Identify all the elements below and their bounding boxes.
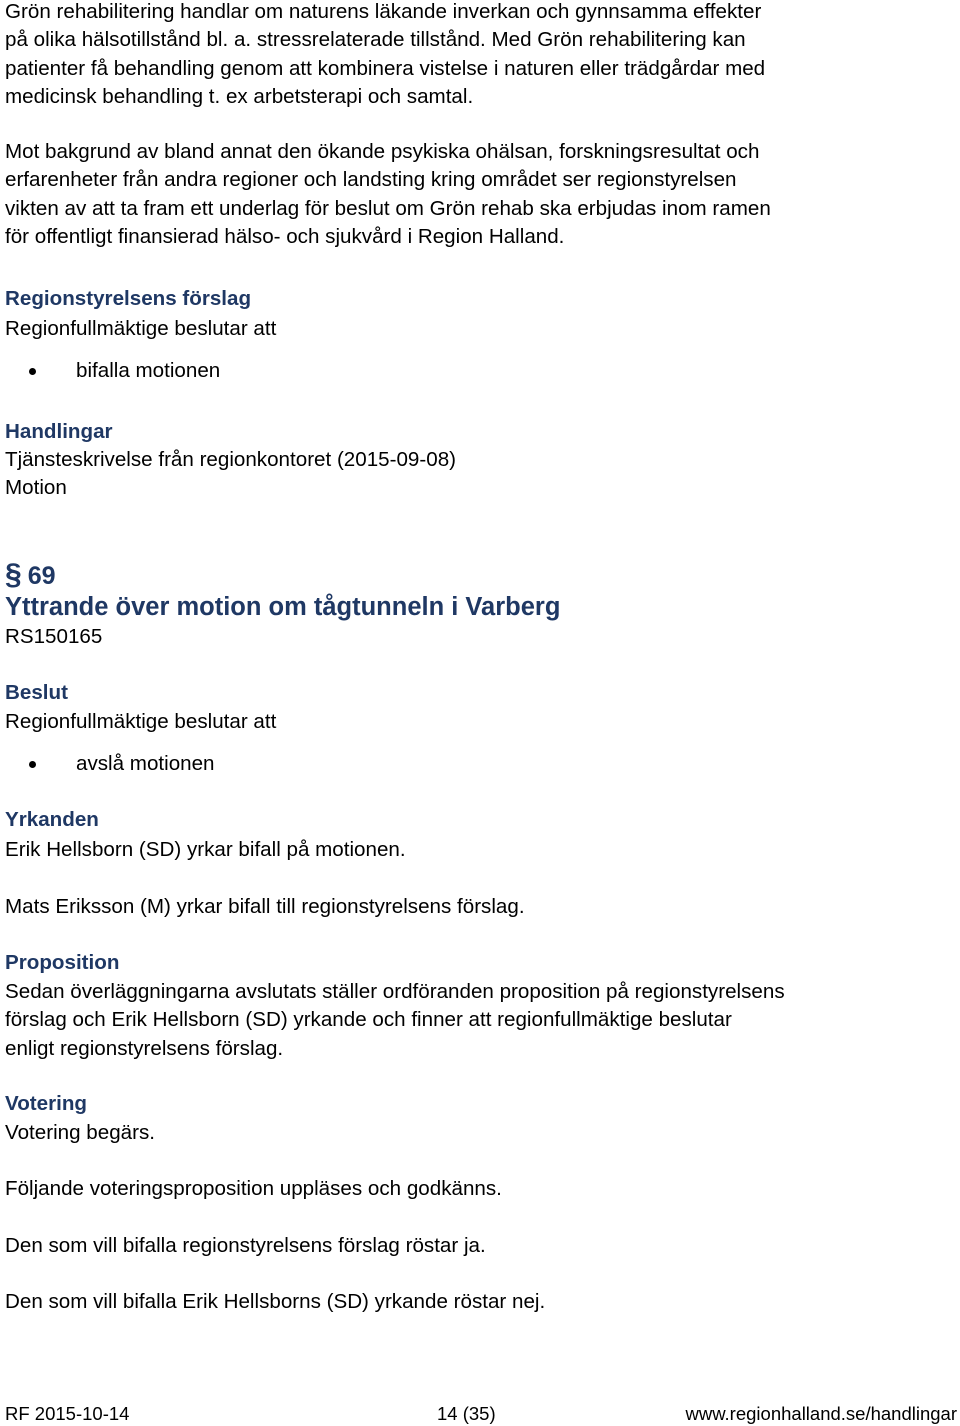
vote-heading: Votering [5, 1092, 87, 1115]
motion-item: Mats Eriksson (M) yrkar bifall till regionstyrelsens förslag. [5, 895, 525, 918]
proposition-line: förslag och Erik Hellsborn (SD) yrkande och finner att regionfullmäktige beslutar [5, 1008, 732, 1032]
vote-paragraph: Följande voteringsproposition uppläses och godkänns. [5, 1177, 502, 1200]
motions-heading: Yrkanden [5, 808, 99, 831]
background-line: vikten av att ta fram ett underlag för beslut om Grön rehab ska erbjudas inom ramen [5, 196, 771, 220]
proposal-bullet-text: bifalla motionen [76, 359, 221, 382]
proposition-line: enligt regionstyrelsens förslag. [5, 1036, 284, 1060]
document-item: Tjänsteskrivelse från regionkontoret (2015-09-08) [5, 448, 457, 471]
decision-heading: Beslut [5, 681, 68, 704]
document-item: Motion [5, 476, 67, 499]
proposition-paragraph [5, 978, 785, 1063]
footer-date: RF 2015-10-14 [5, 1403, 130, 1424]
proposal-bullet [5, 357, 220, 385]
footer-page-number: 14 (35) [437, 1403, 496, 1424]
intro-line: Grön rehabilitering handlar om naturens läkande inverkan och gynnsamma effekter [5, 0, 762, 23]
background-paragraph [5, 138, 771, 252]
decision-lead: Regionfullmäktige beslutar att [5, 710, 277, 733]
proposition-heading: Proposition [5, 951, 120, 974]
vote-paragraph: Den som vill bifalla Erik Hellsborns (SD) yrkande röstar nej. [5, 1290, 546, 1313]
proposal-heading: Regionstyrelsens förslag [5, 287, 252, 310]
intro-paragraph [5, 0, 765, 112]
proposal-lead: Regionfullmäktige beslutar att [5, 317, 277, 340]
intro-line: patienter få behandling genom att kombinera vistelse i naturen eller trädgårdar med [5, 56, 766, 80]
bullet-icon [29, 761, 36, 768]
section-title: Yttrande över motion om tågtunneln i Varberg [5, 593, 561, 621]
section-sign: § [5, 558, 22, 591]
intro-line: på olika hälsotillstånd bl. a. stressrelaterade tillstånd. Med Grön rehabilitering kan [5, 28, 746, 52]
background-line: erfarenheter från andra regioner och landsting kring området ser regionstyrelsen [5, 168, 737, 192]
section-number [5, 559, 56, 592]
footer-link[interactable]: www.regionhalland.se/handlingar [685, 1403, 957, 1424]
proposition-line: Sedan överläggningarna avslutats ställer ordföranden proposition på regionstyrelsens [5, 980, 785, 1003]
motion-item: Erik Hellsborn (SD) yrkar bifall på motionen. [5, 838, 406, 861]
page-footer [5, 1402, 957, 1426]
vote-paragraph: Votering begärs. [5, 1121, 155, 1144]
background-line: Mot bakgrund av bland annat den ökande psykiska ohälsan, forskningsresultat och [5, 140, 760, 163]
intro-line: medicinsk behandling t. ex arbetsterapi och samtal. [5, 85, 474, 109]
decision-bullet-text: avslå motionen [76, 752, 215, 775]
section-reference: RS150165 [5, 625, 103, 648]
decision-bullet [5, 750, 215, 778]
background-line: för offentligt finansierad hälso- och sjukvård i Region Halland. [5, 225, 565, 249]
section-number-value: 69 [27, 562, 56, 590]
vote-paragraph: Den som vill bifalla regionstyrelsens förslag röstar ja. [5, 1234, 486, 1257]
bullet-icon [29, 368, 36, 375]
documents-heading: Handlingar [5, 420, 113, 443]
